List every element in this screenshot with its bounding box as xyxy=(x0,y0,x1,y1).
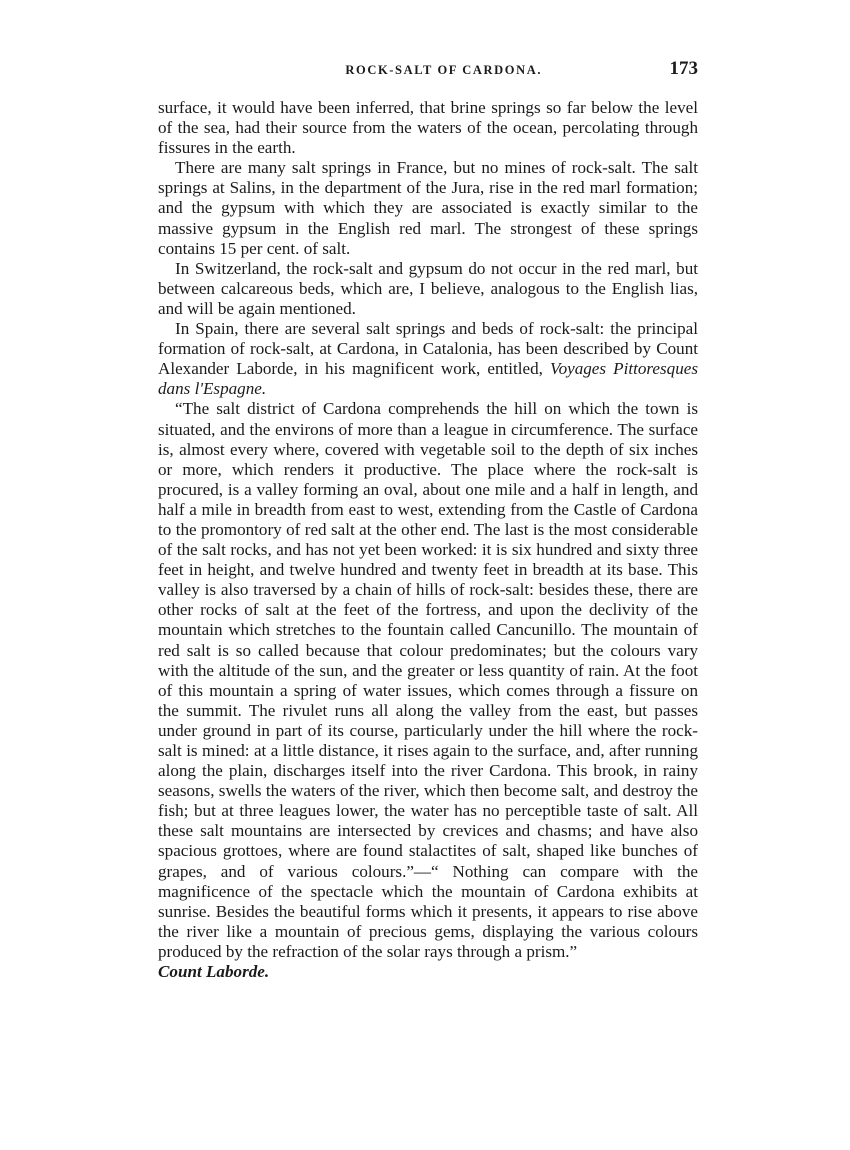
quotation-attribution: Count Laborde. xyxy=(158,962,270,982)
page-number: 173 xyxy=(669,58,698,79)
running-head xyxy=(158,58,698,90)
paragraph-quotation: “The salt district of Cardona comprehends the hill on which the town is situated, and the environs of more than a league in circumference. The surface is, almost every where, covered with vegetable soil to the depth of six inches or more, which renders it productive. The place where the rock-salt is procured, is a valley forming an oval, about one mile and a half in length, and half a mile in breadth from east to west, extending from the Castle of Cardona to the promontory of red salt at the other end. The last is the most considerable of the salt rocks, and has not yet been worked: it is six hundred and sixty three feet in height, and twelve hundred and twenty feet in breadth at its base. This valley is also traversed by a chain of hills of rock-salt: besides these, there are other rocks of salt at the feet of the fortress, and upon the declivity of the mountain which stretches to the fountain called Cancunillo. The mountain of red salt is so called because that colour predominates; but the colours vary with the altitude of the sun, and the greater or less quantity of rain. At the foot of this mountain a spring of water issues, which comes through a fissure on the summit. The rivulet runs all along the valley from the east, but passes under ground in part of its course, particularly under the hill where the rock-salt is mined: at a little distance, it rises again to the surface, and, after running along the plain, discharges itself into the river Cardona. This brook, in rainy seasons, swells the waters of the river, which then become salt, and destroy the fish; but at three leagues lower, the water has no perceptible taste of salt. All these salt mountains are intersected by crevices and chasms; and have also spacious grottoes, where are found stalactites of salt, shaped like bunches of grapes, and of various colours.”—“ Nothing can compare with the magnificence of the spectacle which the mountain of Cardona exhibits at sunrise. Besides the beautiful forms which it presents, it appears to rise above the river like a mountain of precious gems, displaying the various colours produced by the refraction of the solar rays through a prism.” xyxy=(158,399,698,961)
paragraph-france: There are many salt springs in France, but no mines of rock-salt. The salt springs at Salins, in the department of the Jura, rise in the red marl formation; and the gypsum with which they are associated is exactly similar to the massive gypsum in the English red marl. The strongest of these springs contains 15 per cent. of salt. xyxy=(158,158,698,258)
paragraph-switzerland: In Switzerland, the rock-salt and gypsum do not occur in the red marl, but between calcareous beds, which are, I believe, analogous to the English lias, and will be again mentioned. xyxy=(158,258,698,318)
body-text xyxy=(158,98,698,982)
paragraph-continuation: surface, it would have been inferred, that brine springs so far below the level of the sea, had their source from the waters of the ocean, percolating through fissures in the earth. xyxy=(158,98,698,158)
running-title: ROCK-SALT OF CARDONA. xyxy=(345,63,543,77)
paragraph-spain xyxy=(158,319,698,399)
work-title: Voyages Pittoresques dans l'Espagne. xyxy=(158,359,698,399)
book-page xyxy=(158,58,698,982)
paragraph-spain-text: In Spain, there are several salt springs and beds of rock-salt: the principal formation of rock-salt, at Cardona, in Catalonia, has been described by Count Alexander Laborde, in his magnificent work, entitled, xyxy=(158,319,698,379)
